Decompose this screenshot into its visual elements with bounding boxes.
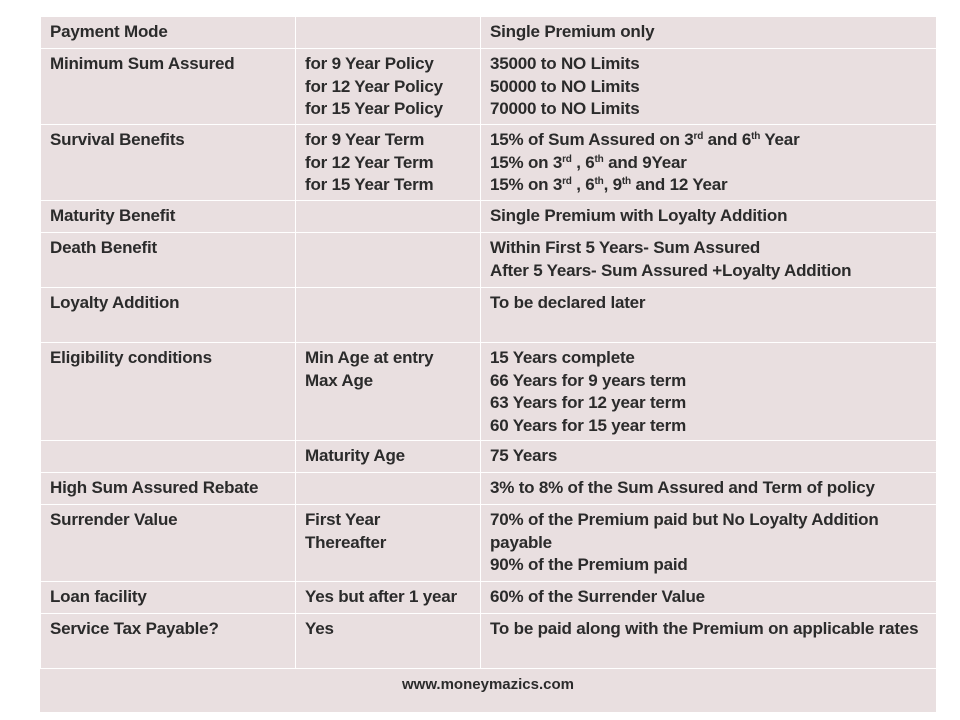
table-row: [41, 288, 937, 343]
row-value: To be declared later: [481, 288, 937, 343]
website-footer: [40, 670, 936, 712]
row-detail: Yes but after 1 year: [296, 582, 481, 614]
row-detail: Min Age at entry Max Age: [296, 343, 481, 441]
table-row: [41, 505, 937, 582]
survival-value-line: 15% on 3rd , 6th, 9th and 12 Year: [490, 175, 728, 194]
table-row: [41, 49, 937, 125]
row-label-payment-mode: Payment Mode: [41, 17, 296, 49]
row-detail: [296, 17, 481, 49]
row-value: 3% to 8% of the Sum Assured and Term of policy: [481, 473, 937, 505]
row-value: To be paid along with the Premium on applicable rates: [481, 614, 937, 669]
row-detail: [296, 288, 481, 343]
row-detail: Yes: [296, 614, 481, 669]
row-value: [481, 125, 937, 201]
row-label-survival-benefits: Survival Benefits: [41, 125, 296, 201]
row-value: 15 Years complete 66 Years for 9 years term 63 Years for 12 year term 60 Years for 15 year term: [481, 343, 937, 441]
row-detail: [296, 201, 481, 233]
website-url: www.moneymazics.com: [401, 676, 574, 693]
row-label-high-sum-assured-rebate: High Sum Assured Rebate: [41, 473, 296, 505]
row-label-death-benefit: Death Benefit: [41, 233, 296, 288]
row-label-service-tax-payable: Service Tax Payable?: [41, 614, 296, 669]
row-label-loan-facility: Loan facility: [41, 582, 296, 614]
table-row: [41, 125, 937, 201]
row-value: Within First 5 Years- Sum Assured After 5 Years- Sum Assured +Loyalty Addition: [481, 233, 937, 288]
row-value: 75 Years: [481, 441, 937, 473]
table-row: [41, 343, 937, 441]
table-row: [41, 201, 937, 233]
row-label-loyalty-addition: Loyalty Addition: [41, 288, 296, 343]
policy-features-table: [40, 16, 937, 669]
table-row: [41, 441, 937, 473]
survival-value-line: 15% on 3rd , 6th and 9Year: [490, 152, 687, 172]
row-value: Single Premium only: [481, 17, 937, 49]
row-label-surrender-value: Surrender Value: [41, 505, 296, 582]
row-detail: [296, 473, 481, 505]
row-value: 70% of the Premium paid but No Loyalty Addition payable 90% of the Premium paid: [481, 505, 937, 582]
table-row: [41, 473, 937, 505]
table-row: [41, 582, 937, 614]
row-detail: [296, 233, 481, 288]
row-value: Single Premium with Loyalty Addition: [481, 201, 937, 233]
row-detail: for 9 Year Policy for 12 Year Policy for 15 Year Policy: [296, 49, 481, 125]
survival-value-line: 15% of Sum Assured on 3rd and 6th Year: [490, 130, 800, 149]
row-label-eligibility-conditions: Eligibility conditions: [41, 343, 296, 441]
table-row: [41, 614, 937, 669]
table-row: [41, 233, 937, 288]
table-row: [41, 17, 937, 49]
policy-sheet: [40, 16, 936, 712]
row-value: 60% of the Surrender Value: [481, 582, 937, 614]
row-detail: First Year Thereafter: [296, 505, 481, 582]
row-label-minimum-sum-assured: Minimum Sum Assured: [41, 49, 296, 125]
row-label-maturity-benefit: Maturity Benefit: [41, 201, 296, 233]
row-value: 35000 to NO Limits 50000 to NO Limits 70000 to NO Limits: [481, 49, 937, 125]
row-detail: Maturity Age: [296, 441, 481, 473]
row-label-empty: [41, 441, 296, 473]
row-detail: for 9 Year Term for 12 Year Term for 15 Year Term: [296, 125, 481, 201]
